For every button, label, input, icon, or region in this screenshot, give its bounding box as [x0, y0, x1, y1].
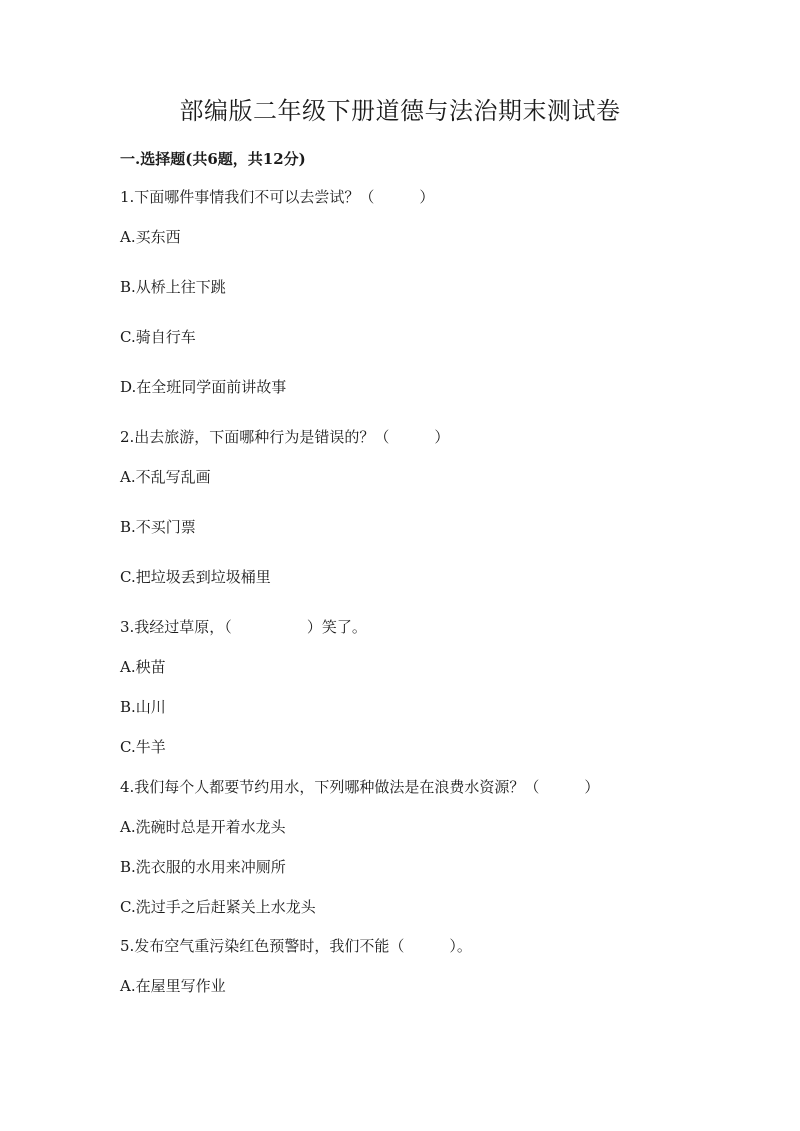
question-5-stem: 5.发布空气重污染红色预警时，我们不能（ ）。 [120, 937, 472, 955]
question-3-option-b: B.山川 [120, 698, 166, 716]
question-4-option-c: C.洗过手之后赶紧关上水龙头 [120, 898, 316, 916]
question-4-option-a: A.洗碗时总是开着水龙头 [120, 818, 286, 836]
question-3-stem: 3.我经过草原，（ ）笑了。 [120, 618, 367, 636]
question-1-option-c: C.骑自行车 [120, 328, 196, 346]
question-3-option-c: C.牛羊 [120, 738, 166, 756]
question-2-stem: 2.出去旅游，下面哪种行为是错误的？（ ） [120, 428, 450, 446]
question-4-stem: 4.我们每个人都要节约用水，下列哪种做法是在浪费水资源？（ ） [120, 778, 600, 796]
question-1-option-b: B.从桥上往下跳 [120, 278, 226, 296]
question-5-option-a: A.在屋里写作业 [120, 977, 226, 995]
question-1-stem: 1.下面哪件事情我们不可以去尝试？（ ） [120, 188, 435, 206]
question-2-option-a: A.不乱写乱画 [120, 468, 211, 486]
question-2-option-c: C.把垃圾丢到垃圾桶里 [120, 568, 271, 586]
section-heading: 一.选择题(共6题，共12分) [120, 150, 306, 168]
question-1-option-a: A.买东西 [120, 228, 181, 246]
page-title: 部编版二年级下册道德与法治期末测试卷 [179, 97, 621, 125]
question-2-option-b: B.不买门票 [120, 518, 196, 536]
question-4-option-b: B.洗衣服的水用来冲厕所 [120, 858, 286, 876]
question-3-option-a: A.秧苗 [120, 658, 166, 676]
question-1-option-d: D.在全班同学面前讲故事 [120, 378, 287, 396]
